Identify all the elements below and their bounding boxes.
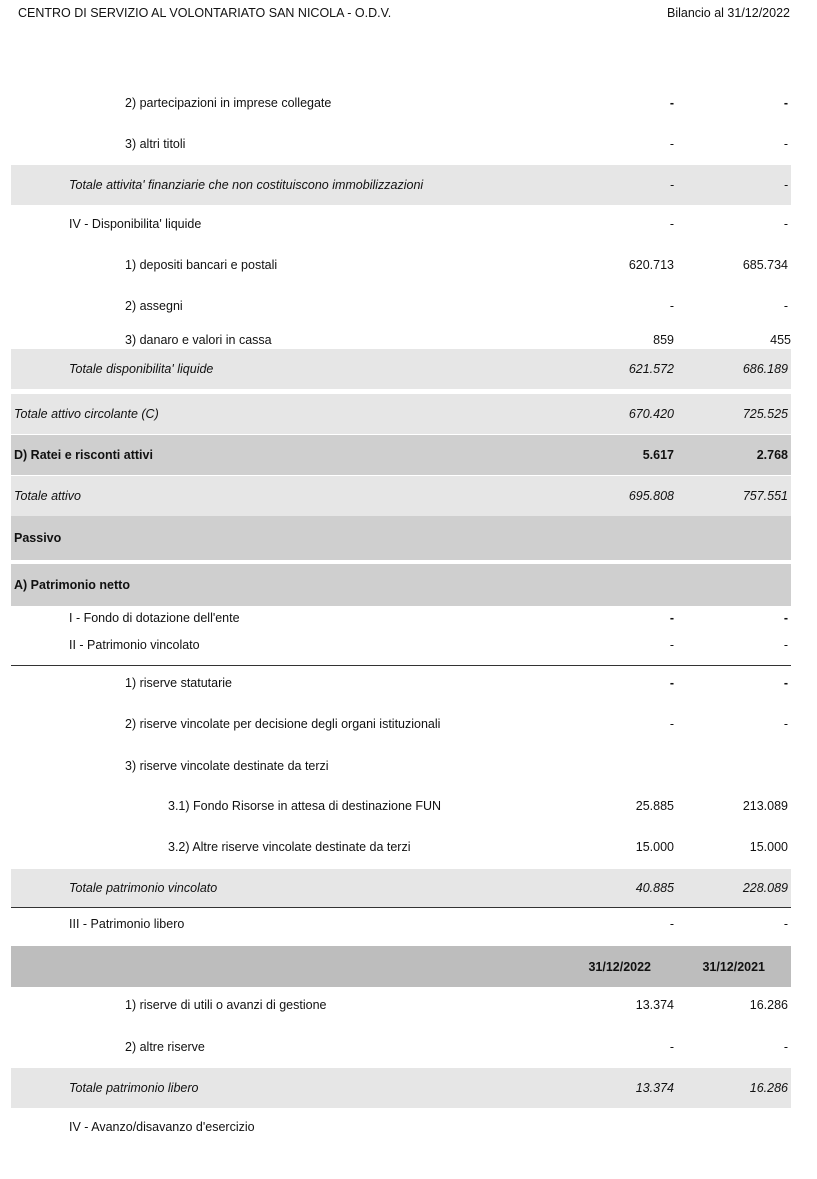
- total-row: [11, 165, 791, 205]
- value-2021: 228.089: [742, 881, 788, 895]
- value-2022: 40.885: [635, 881, 674, 895]
- total-row: [11, 476, 791, 516]
- row-label: IV - Avanzo/disavanzo d'esercizio: [69, 1120, 255, 1134]
- table-row: [11, 286, 791, 326]
- value-2022: 5.617: [642, 448, 674, 462]
- value-2021: 16.286: [749, 1081, 788, 1095]
- section-row: [11, 516, 791, 560]
- value-2021: -: [783, 137, 788, 151]
- value-2022: -: [669, 299, 674, 313]
- table-row: [11, 827, 791, 867]
- value-2022: -: [669, 917, 674, 931]
- value-2022: -: [669, 611, 674, 625]
- value-2021: -: [783, 917, 788, 931]
- table-row: [11, 1110, 791, 1144]
- row-label: A) Patrimonio netto: [14, 578, 130, 592]
- row-label: Totale attivo: [14, 489, 81, 503]
- row-label: Totale patrimonio libero: [69, 1081, 199, 1095]
- row-label: 2) altre riserve: [125, 1040, 205, 1054]
- row-label: 2) partecipazioni in imprese collegate: [125, 96, 332, 110]
- value-2022: 13.374: [635, 1081, 674, 1095]
- row-label: 3) altri titoli: [125, 137, 186, 151]
- row-label: 3) danaro e valori in cassa: [125, 333, 272, 347]
- value-2021: 2.768: [756, 448, 788, 462]
- value-2021: 685.734: [742, 258, 788, 272]
- row-label: 3.2) Altre riserve vincolate destinate da terzi: [168, 840, 411, 854]
- table-row: [11, 786, 791, 826]
- value-2021: 686.189: [742, 362, 788, 376]
- section-row: [11, 564, 791, 606]
- row-label: 2) riserve vincolate per decisione degli organi istituzionali: [125, 717, 441, 731]
- table-row: [11, 746, 791, 786]
- value-2021: 455: [770, 333, 791, 347]
- row-label: II - Patrimonio vincolato: [69, 638, 200, 652]
- value-2022: -: [669, 717, 674, 731]
- column-header-2021: 31/12/2021: [702, 959, 765, 974]
- value-2021: 213.089: [742, 799, 788, 813]
- column-header-row: [11, 946, 791, 987]
- total-row: [11, 869, 791, 907]
- value-2021: -: [783, 178, 788, 192]
- value-2022: -: [669, 1040, 674, 1054]
- value-2022: 695.808: [628, 489, 674, 503]
- row-label: Totale patrimonio vincolato: [69, 881, 218, 895]
- value-2022: 620.713: [628, 258, 674, 272]
- table-row: [11, 910, 791, 938]
- value-2022: -: [669, 178, 674, 192]
- value-2022: -: [669, 96, 674, 110]
- row-label: Totale attivita' finanziarie che non costituiscono immobilizzazioni: [69, 178, 424, 192]
- table-row: [11, 1027, 791, 1067]
- value-2022: 25.885: [635, 799, 674, 813]
- row-label: Passivo: [14, 531, 62, 545]
- row-label: I - Fondo di dotazione dell'ente: [69, 611, 240, 625]
- value-2021: -: [783, 611, 788, 625]
- value-2022: 670.420: [628, 407, 674, 421]
- value-2022: 13.374: [635, 998, 674, 1012]
- table-row: [11, 245, 791, 285]
- table-row: [11, 83, 791, 123]
- value-2021: -: [783, 1040, 788, 1054]
- table-row: [11, 634, 791, 656]
- row-label: 3) riserve vincolate destinate da terzi: [125, 759, 329, 773]
- value-2021: 15.000: [749, 840, 788, 854]
- value-2022: -: [669, 638, 674, 652]
- row-label: 3.1) Fondo Risorse in attesa di destinazione FUN: [168, 799, 442, 813]
- section-row: [11, 435, 791, 475]
- value-2021: -: [783, 717, 788, 731]
- value-2022: 859: [653, 333, 674, 347]
- total-row: [11, 394, 791, 434]
- value-2022: 15.000: [635, 840, 674, 854]
- value-2021: -: [783, 217, 788, 231]
- value-2021: 757.551: [742, 489, 788, 503]
- value-2021: 16.286: [749, 998, 788, 1012]
- column-header-2022: 31/12/2022: [588, 959, 651, 974]
- row-label: 1) depositi bancari e postali: [125, 258, 278, 272]
- organization-name: CENTRO DI SERVIZIO AL VOLONTARIATO SAN NICOLA - O.D.V.: [18, 6, 392, 20]
- row-label: 1) riserve statutarie: [125, 676, 232, 690]
- total-row: [11, 1068, 791, 1108]
- row-label: III - Patrimonio libero: [69, 917, 185, 931]
- value-2021: -: [783, 676, 788, 690]
- value-2021: -: [783, 638, 788, 652]
- row-label: D) Ratei e risconti attivi: [14, 448, 153, 462]
- total-row: [11, 349, 791, 389]
- table-row: [11, 205, 791, 243]
- row-label: Totale disponibilita' liquide: [69, 362, 214, 376]
- value-2022: -: [669, 137, 674, 151]
- value-2021: -: [783, 96, 788, 110]
- table-row: [11, 704, 791, 744]
- row-label: IV - Disponibilita' liquide: [69, 217, 202, 231]
- value-2021: 725.525: [742, 407, 788, 421]
- row-label: Totale attivo circolante (C): [14, 407, 159, 421]
- report-title: Bilancio al 31/12/2022: [666, 6, 790, 20]
- table-row: [11, 985, 791, 1025]
- value-2022: -: [669, 676, 674, 690]
- row-label: 2) assegni: [125, 299, 183, 313]
- table-row: [11, 663, 791, 703]
- value-2022: 621.572: [628, 362, 674, 376]
- value-2021: -: [783, 299, 788, 313]
- table-row: [11, 124, 791, 164]
- table-row: [11, 607, 791, 629]
- value-2022: -: [669, 217, 674, 231]
- row-label: 1) riserve di utili o avanzi di gestione: [125, 998, 327, 1012]
- divider: [11, 907, 791, 908]
